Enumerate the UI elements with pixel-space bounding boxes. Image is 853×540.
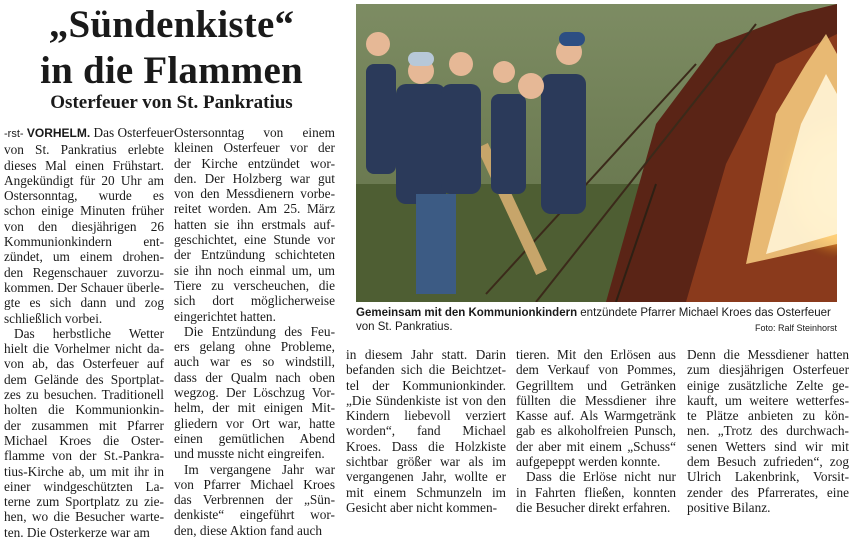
text-line: das Verbrennen der „Sün-: [174, 492, 335, 508]
text-line: sich dort möglicherweise: [174, 293, 335, 309]
text-line: Die Entzündung des Feu-: [184, 323, 335, 339]
text-line: zum diesjährigen Osterfeuer: [687, 362, 849, 378]
text-line: dem Verkauf von Pommes,: [516, 362, 676, 378]
headline-line-1: „Sündenkiste“: [48, 3, 295, 46]
text-line: Kasse auf. Als Warmgetränk: [516, 408, 676, 424]
text-line: kauft, um weitere wetterfes-: [687, 392, 849, 408]
text-line: eingerichtet hatten.: [174, 308, 276, 324]
text-line: Gesicht aber nicht kommen-: [346, 499, 498, 515]
text-line: Dass die Erlöse nicht nur: [526, 469, 676, 485]
text-line: Das herbstliche Wetter: [14, 325, 164, 341]
text-line: Ostersonntag von einem: [174, 125, 335, 140]
text-line: terne zum Sportplatz zu zie-: [4, 494, 164, 510]
text-line: positive Bilanz.: [687, 499, 771, 515]
text-line: von ab, das Osterfeuer auf: [4, 356, 164, 372]
text-line: senen Wetters sind wir mit: [687, 438, 849, 454]
text-line: aufgepeppt werden konnte.: [516, 454, 661, 470]
text-line: schon einige Minuten früher: [4, 203, 164, 219]
text-line: Gegrilltem und Getränken: [516, 377, 676, 393]
text-line: der Entzündung schichteten: [174, 247, 335, 263]
text-line: den Regenschauer zuvorzu-: [4, 264, 164, 280]
text-line: den. Der Holzberg war gut: [174, 170, 335, 186]
text-line: von den Messdienern vorbe-: [174, 186, 335, 202]
text-line: Kindern liebevoll verziert: [346, 408, 506, 424]
text-line: Angekündigt für 20 Uhr am: [4, 172, 164, 188]
text-line: sie ihn noch einmal um, um: [174, 262, 335, 278]
text-line: Tiere zu verscheuchen, die: [174, 277, 335, 293]
headline-line-2: in die Flammen: [40, 49, 303, 92]
text-line: in diesem Jahr statt. Darin: [346, 347, 506, 362]
text-line: der zusammen mit Pfarrer: [4, 417, 164, 433]
text-line: sichtbar größer war als im: [346, 454, 506, 470]
caption-lead: Gemeinsam mit den Kommunionkindern: [356, 307, 578, 319]
text-line: Denn die Messdiener hatten: [687, 347, 849, 362]
text-line: Kroes. Dass die Holzkiste: [346, 438, 506, 454]
text-line: nen. „Trotz des durchwach-: [687, 423, 849, 439]
text-line: Michael Kroes die Oster-: [4, 432, 164, 448]
text-line: holten die Kommunionkin-: [4, 402, 164, 418]
text-line: reitet worden. Am 25. März: [174, 201, 335, 217]
text-line: geschichtet, eine Stunde vor: [174, 232, 335, 248]
text-line: tius-Kirche ab, um mit ihr in: [4, 463, 164, 479]
text-line: einige zusätzliche Zelte ge-: [687, 377, 849, 393]
text-line: gliedern vor Ort war, hatte: [174, 415, 335, 431]
text-line: der Kirche entzündet wor-: [174, 155, 335, 171]
headline: [0, 0, 343, 94]
text-line: ers gelang ohne Probleme,: [174, 339, 335, 355]
text-line: ten. Die Osterkerze war am: [4, 524, 150, 540]
text-column-1: [4, 125, 174, 540]
easter-fire-photo-illustration: [356, 4, 837, 302]
text-line: wegzog. Der Löschzug Vor-: [174, 385, 335, 401]
text-line: „Die Sündenkiste ist von den: [346, 392, 506, 408]
text-line: füllten die Messdiener ihre: [516, 392, 676, 408]
text-line: hen, wo die Besucher warte-: [4, 509, 164, 525]
text-line: denkiste“ eingeführt wor-: [174, 507, 335, 523]
text-line: von den diesjährigen 26: [4, 218, 164, 234]
text-line: worden“, fand Michael: [346, 423, 506, 439]
caption-text: entzündete Pfarrer Michael Kroes das Osterfeuer von St. Pankratius.: [356, 307, 831, 333]
text-line: dem Besuch zufrieden“, zog: [687, 454, 849, 470]
text-line: dieses Mal einen Frühstart.: [4, 157, 164, 173]
text-line: hielt die Vorhelmer nicht da-: [4, 341, 164, 357]
text-column-5: [687, 347, 849, 515]
text-line: den, diese Aktion fand auch: [174, 522, 323, 538]
first-line-text: Das Osterfeuer: [93, 125, 174, 140]
article-photo: [356, 4, 837, 302]
byline: -rst-: [4, 128, 24, 140]
text-line: Ostersonntag, wurde es: [4, 188, 164, 204]
text-column-3: [346, 347, 506, 515]
text-line: Im vergangene Jahr war: [184, 461, 335, 477]
text-line: die Besucher direkt erfahren.: [516, 499, 671, 515]
text-line: von St. Pankratius erlebte: [4, 142, 164, 158]
text-line: in Fahrten fließen, konnten: [516, 484, 676, 500]
text-line: gte es sich dann und zog: [4, 295, 164, 311]
text-line: gab es alkoholfreien Punsch,: [516, 423, 676, 439]
text-line: kommen. Der Schauer überle-: [4, 279, 165, 295]
text-line: dass der Qualm nach oben: [174, 369, 335, 385]
text-line: Kommunionkindern ent-: [4, 234, 164, 250]
text-line: te Plätze anbieten zu kön-: [687, 408, 849, 424]
text-line: zündet, um einem drohen-: [4, 249, 164, 265]
text-line: kleinen Osterfeuer vor der: [174, 140, 335, 156]
text-line: zes zu besuchen. Traditionell: [4, 387, 164, 403]
text-line: flamme von der St.-Pankra-: [4, 448, 164, 464]
text-line: Ulrich Lakenbrink, Vorsit-: [687, 469, 849, 485]
text-line: der aber mit einem „Schuss“: [516, 438, 676, 454]
text-line: mit einem Schmunzeln im: [346, 484, 506, 500]
text-line: auch war es so windstill,: [174, 354, 335, 370]
text-line: tel der Kommunionkinder.: [346, 377, 506, 393]
text-line: [4, 125, 174, 142]
subtitle: Osterfeuer von St. Pankratius: [50, 92, 293, 113]
text-line: zender des Pfarrerates, eine: [687, 484, 849, 500]
text-column-2: [174, 125, 335, 538]
text-column-4: [516, 347, 676, 515]
text-line: von Pfarrer Michael Kroes: [174, 476, 335, 492]
text-line: tieren. Mit den Erlösen aus: [516, 347, 676, 362]
photo-credit: Foto: Ralf Steinhorst: [754, 323, 837, 333]
text-line: befanden sich die Beichtzet-: [346, 362, 506, 378]
text-line: vergangenen Jahr, wollte er: [346, 469, 506, 485]
text-line: einen gemütlichen Abend: [174, 430, 335, 446]
text-line: schließlich vorbei.: [4, 310, 103, 326]
text-line: dem Gelände des Sportplat-: [4, 371, 164, 387]
dateline: VORHELM.: [26, 126, 91, 140]
text-line: einer windgeschützten La-: [4, 478, 164, 494]
text-line: helm, der mit einigen Mit-: [174, 400, 335, 416]
text-line: und musste nicht eingreifen.: [174, 446, 325, 462]
text-line: hatten sie ihn erstmals auf-: [174, 216, 335, 232]
